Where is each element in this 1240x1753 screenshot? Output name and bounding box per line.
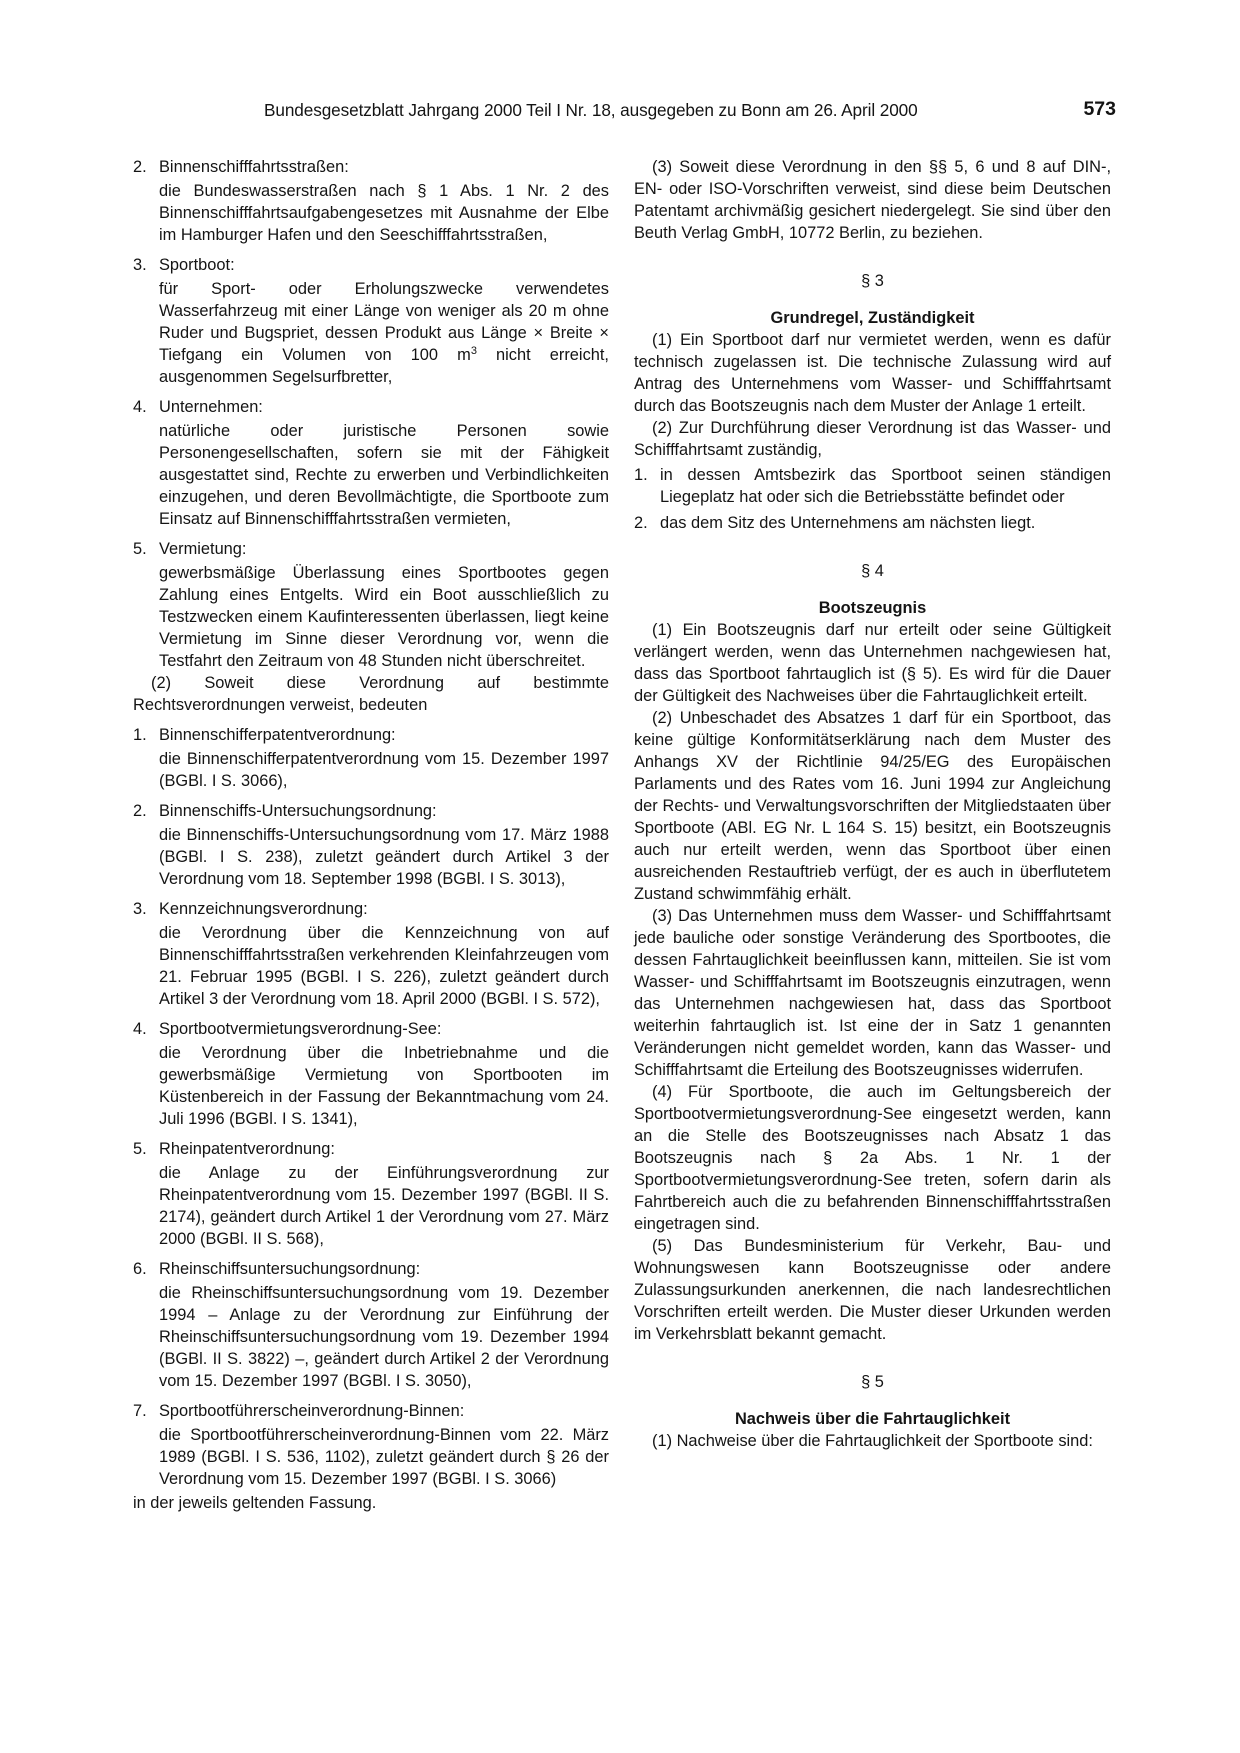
item-number: 2. — [133, 802, 147, 820]
reference-term: Kennzeichnungsverordnung: — [159, 900, 368, 918]
definition-term: Binnenschifffahrtsstraßen: — [159, 158, 349, 176]
reference-term: Binnenschifferpatentverordnung: — [159, 726, 396, 744]
item-number: 1. — [133, 726, 147, 744]
definition-text: natürliche oder juristische Personen sowie Personengesellschaften, sofern sie mit der Fähigkeit ausgestattet sind, Rechte zu erwerben und Verbindlichkeiten einzugehen, und deren Bevollmächtigte, die Sportboote zum Einsatz auf Binnenschifffahrtsstraßen vermieten, — [159, 422, 609, 528]
reference-item — [133, 800, 609, 890]
reference-term: Binnenschiffs-Untersuchungsordnung: — [159, 802, 437, 820]
definition-item — [133, 538, 609, 672]
paragraph: (5) Das Bundesministerium für Verkehr, Bau- und Wohnungswesen kann Bootszeugnisse oder andere Zulassungsurkunden anerkennen, die nach landesrechtlichen Vorschriften erteilt werden. Die Muster dieser Urkunden werden im Verkehrsblatt bekannt gemacht. — [634, 1237, 1111, 1343]
paragraph: (2) Unbeschadet des Absatzes 1 darf für ein Sportboot, das keine gültige Konformitätserklärung nach dem Muster des Anhangs XV der Richtlinie 94/25/EG des Europäischen Parlaments und des Rates vom 16. Juni 1994 zur Angleichung der Rechts- und Verwaltungsvorschriften der Mitgliedstaaten über Sportboote (ABl. EG Nr. L 164 S. 15) besitzt, ein Bootszeugnis auch nur erteilt werden, wenn das Sportboot über einen ausreichenden Restauftrieb verfügt, der es auch in überflutetem Zustand schwimmfähig erhält. — [634, 709, 1111, 903]
definition-term: Vermietung: — [159, 540, 247, 558]
reference-item — [133, 1138, 609, 1250]
reference-term: Rheinpatentverordnung: — [159, 1140, 335, 1158]
item-number: 5. — [133, 540, 147, 558]
paragraph: (1) Ein Sportboot darf nur vermietet werden, wenn es dafür technisch zugelassen ist. Die technische Zulassung wird auf Antrag des Unternehmens vom Wasser- und Schifffahrtsamt durch das Bootszeugnis nach dem Muster der Anlage 1 erteilt. — [634, 331, 1111, 415]
list-item — [634, 464, 1111, 508]
reference-text: die Sportbootführerscheinverordnung-Binnen vom 22. März 1989 (BGBl. I S. 536, 1102), zuletzt geändert durch § 26 der Verordnung vom 15. Dezember 1997 (BGBl. I S. 3066) — [159, 1426, 609, 1488]
reference-item — [133, 898, 609, 1010]
reference-text: die Anlage zu der Einführungsverordnung zur Rheinpatentverordnung vom 15. Dezember 1997 (BGBl. II S. 2174), geändert durch Artikel 1 der Verordnung vom 27. März 2000 (BGBl. II S. 568), — [159, 1164, 609, 1248]
list-item — [634, 512, 1111, 534]
reference-item — [133, 1258, 609, 1392]
item-number: 6. — [133, 1260, 147, 1278]
paragraph: (4) Für Sportboote, die auch im Geltungsbereich der Sportbootvermietungsverordnung-See eingesetzt werden, kann an die Stelle des Bootszeugnisses nach Absatz 1 das Bootszeugnis nach § 2a Abs. 1 Nr. 1 der Sportbootvermietungsverordnung-See treten, sofern darin als Fahrtbereich auch die zu befahrenden Binnenschifffahrtsstraßen eingetragen sind. — [634, 1083, 1111, 1233]
definition-text-part: für Sport- oder Erholungszwecke verwendetes Wasserfahrzeug mit einer Länge von weniger als 20 m ohne Ruder und Bugspriet, dessen Produkt aus Länge × Breite × Tiefgang ein Volumen von 100 m — [159, 280, 609, 364]
right-column — [634, 156, 1111, 1452]
section-title: Grundregel, Zuständigkeit — [770, 309, 975, 327]
left-column — [133, 156, 609, 1514]
item-number: 4. — [133, 1020, 147, 1038]
paragraph: (3) Soweit diese Verordnung in den §§ 5, 6 und 8 auf DIN-, EN- oder ISO-Vorschriften verweist, sind diese beim Deutschen Patentamt archivmäßig gesichert niedergelegt. Sie sind über den Beuth Verlag GmbH, 10772 Berlin, zu beziehen. — [634, 158, 1111, 242]
item-number: 1. — [634, 466, 648, 484]
definition-item — [133, 254, 609, 388]
item-number: 3. — [133, 256, 147, 274]
section-symbol: § 3 — [861, 272, 884, 290]
reference-term: Sportbootvermietungsverordnung-See: — [159, 1020, 442, 1038]
item-number: 5. — [133, 1140, 147, 1158]
section-title: Bootszeugnis — [818, 599, 927, 617]
paragraph: (1) Nachweise über die Fahrtauglichkeit der Sportboote sind: — [652, 1432, 1093, 1450]
definition-item — [133, 156, 609, 246]
section-symbol: § 5 — [861, 1373, 884, 1391]
reference-text: die Verordnung über die Kennzeichnung von auf Binnenschifffahrtsstraßen verkehrenden Kleinfahrzeugen vom 21. Februar 1995 (BGBl. I S. 226), zuletzt geändert durch Artikel 3 der Verordnung vom 18. April 2000 (BGBl. I S. 572), — [159, 924, 609, 1008]
page-header — [264, 100, 1116, 130]
page-number: 573 — [1083, 98, 1116, 120]
item-number: 3. — [133, 900, 147, 918]
definition-text-part: nicht erreicht, ausgenommen Segelsurfbretter, — [159, 346, 609, 386]
reference-item — [133, 1018, 609, 1130]
section-symbol: § 4 — [861, 562, 884, 580]
reference-text: die Binnenschiffs-Untersuchungsordnung vom 17. März 1988 (BGBl. I S. 238), zuletzt geändert durch Artikel 3 der Verordnung vom 18. September 1998 (BGBl. I S. 3013), — [159, 826, 609, 888]
reference-term: Sportbootführerscheinverordnung-Binnen: — [159, 1402, 465, 1420]
paragraph: (3) Das Unternehmen muss dem Wasser- und Schifffahrtsamt jede bauliche oder sonstige Veränderung des Sportbootes, die dessen Fahrtauglichkeit beeinflussen kann, mitteilen. Sie ist vom Wasser- und Schifffahrtsamt im Bootszeugnis einzutragen, wenn das Unternehmen nachgewiesen hat, dass das Sportboot weiterhin fahrtauglich ist. Ist eine der in Satz 1 genannten Veränderungen nicht gemeldet worden, kann das Wasser- und Schifffahrtsamt die Erteilung des Bootszeugnisses widerrufen. — [634, 907, 1111, 1079]
list-item-text: in dessen Amtsbezirk das Sportboot seinen ständigen Liegeplatz hat oder sich die Betriebsstätte befindet oder — [660, 466, 1111, 506]
reference-text: die Rheinschiffsuntersuchungsordnung vom 19. Dezember 1994 – Anlage zu der Verordnung zur Einführung der Rheinschiffsuntersuchungsordnung vom 19. Dezember 1994 (BGBl. II S. 3822) –, geändert durch Artikel 2 der Verordnung vom 15. Dezember 1997 (BGBl. I S. 3050), — [159, 1284, 609, 1390]
item-number: 2. — [634, 514, 648, 532]
definition-term: Unternehmen: — [159, 398, 263, 416]
reference-text: die Binnenschifferpatentverordnung vom 15. Dezember 1997 (BGBl. I S. 3066), — [159, 750, 609, 790]
section-title: Nachweis über die Fahrtauglichkeit — [734, 1410, 1011, 1428]
paragraph: (1) Ein Bootszeugnis darf nur erteilt oder seine Gültigkeit verlängert werden, wenn das Unternehmen nachgewiesen hat, dass das Sportboot fahrtauglich ist (§ 5). Es wird für die Dauer der Gültigkeit des Nachweises über die Fahrtauglichkeit erteilt. — [634, 621, 1111, 705]
definition-text: gewerbsmäßige Überlassung eines Sportbootes gegen Zahlung eines Entgelts. Wird ein Boot ausschließlich zu Testzwecken einem Kaufinteressenten überlassen, liegt keine Vermietung im Sinne dieser Verordnung vor, wenn die Testfahrt den Zeitraum von 48 Stunden nicht überschreitet. — [159, 564, 609, 670]
paragraph: (2) Zur Durchführung dieser Verordnung ist das Wasser- und Schifffahrtsamt zuständig, — [634, 419, 1111, 459]
item-number: 4. — [133, 398, 147, 416]
gazette-header-title: Bundesgesetzblatt Jahrgang 2000 Teil I Nr. 18, ausgegeben zu Bonn am 26. April 2000 — [264, 100, 918, 120]
reference-text: die Verordnung über die Inbetriebnahme und die gewerbsmäßige Vermietung von Sportbooten im Küstenbereich in der Fassung der Bekanntmachung vom 24. Juli 1996 (BGBl. I S. 1341), — [159, 1044, 609, 1128]
definition-term: Sportboot: — [159, 256, 235, 274]
definition-text — [159, 278, 609, 388]
item-number: 2. — [133, 158, 147, 176]
list-item-text: das dem Sitz des Unternehmens am nächsten liegt. — [660, 514, 1036, 532]
definition-text: die Bundeswasserstraßen nach § 1 Abs. 1 Nr. 2 des Binnenschifffahrtsaufgabengesetzes mit Ausnahme der Elbe im Hamburger Hafen und den Seeschifffahrtsstraßen, — [159, 182, 609, 244]
reference-item — [133, 1400, 609, 1490]
superscript: 3 — [470, 345, 477, 357]
item-number: 7. — [133, 1402, 147, 1420]
definition-item — [133, 396, 609, 530]
reference-item — [133, 724, 609, 792]
closing-text: in der jeweils geltenden Fassung. — [133, 1494, 377, 1512]
paragraph: (2) Soweit diese Verordnung auf bestimmte Rechtsverordnungen verweist, bedeuten — [133, 674, 609, 714]
reference-term: Rheinschiffsuntersuchungsordnung: — [159, 1260, 421, 1278]
